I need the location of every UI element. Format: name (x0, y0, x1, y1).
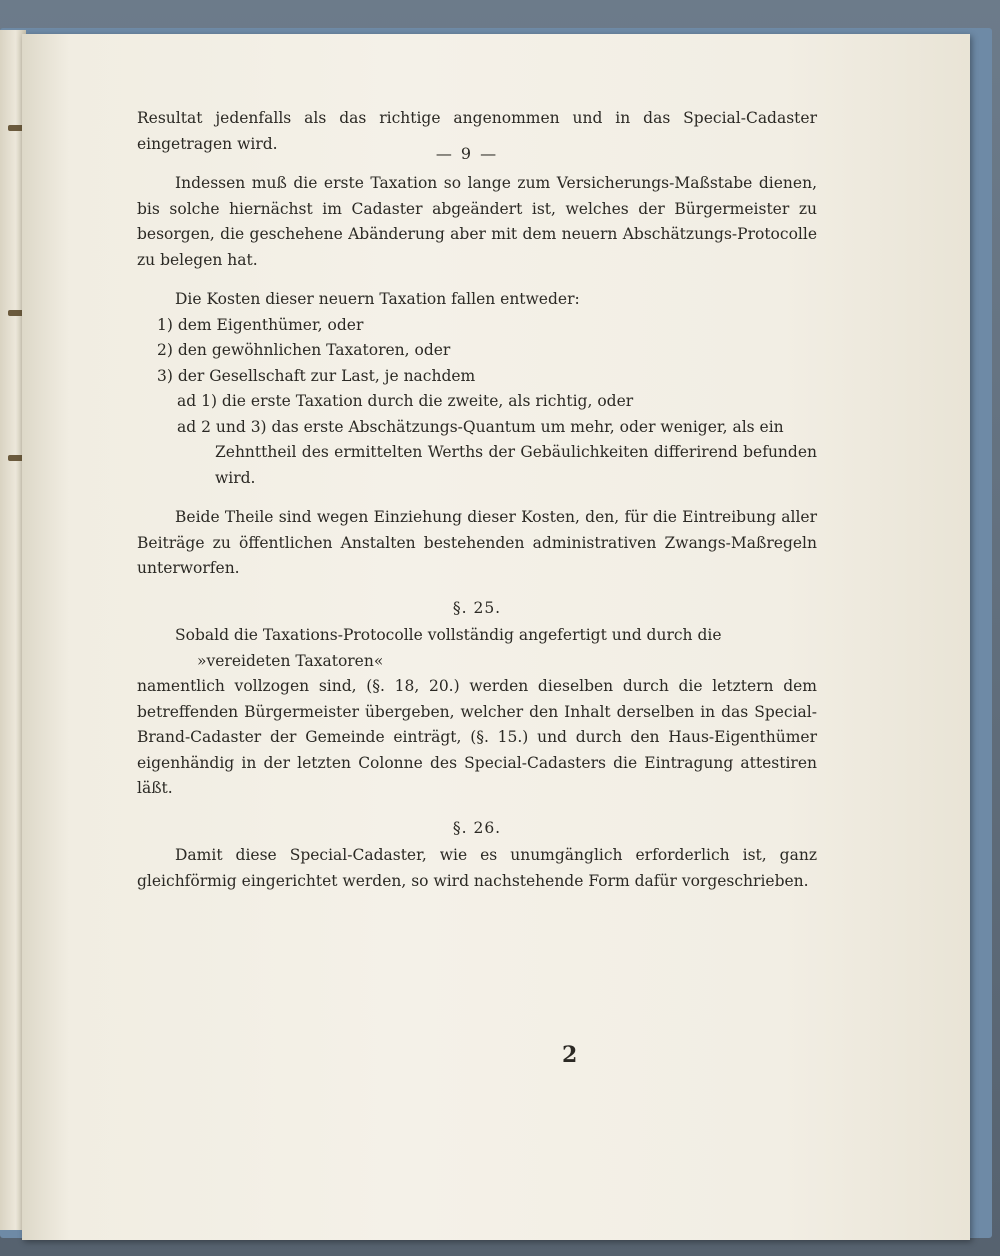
paragraph-sobald: Sobald die Taxations-Protocolle vollständig angefertigt und durch die (175, 626, 722, 644)
paragraph-continuation: Resultat jedenfalls als das richtige angenommen und in das Special-Cadaster eingetragen wird. (137, 109, 817, 153)
ad-item-2-first: ad 2 und 3) das erste Abschätzungs-Quantum um mehr, oder weniger, als ein (177, 417, 784, 436)
page-number: — 9 — (435, 144, 499, 163)
ad-item-1: ad 1) die erste Taxation durch die zweite, als richtig, oder (177, 392, 634, 410)
paragraph-damit: Damit diese Special-Cadaster, wie es unumgänglich erforderlich ist, ganz gleichförmig eingerichtet werden, so wird nachstehende Form dafür vorgeschrieben. (137, 846, 817, 890)
list-item-3: 3) der Gesellschaft zur Last, je nachdem (157, 366, 476, 385)
ad-item-2 (137, 415, 817, 492)
ad-item-2-cont: Zehnttheil des ermittelten Werths der Gebäulichkeiten differirend befunden wird. (215, 443, 817, 487)
signature-mark: 2 (562, 1042, 578, 1068)
paragraph-indessen: Indessen muß die erste Taxation so lange zum Versicherungs-Maßstabe dienen, bis solche hiernächst im Cadaster abgeändert ist, welches der Bürgermeister zu besorgen, die geschehene Abänderung aber mit dem neuern Abschätzungs-Protocolle zu belegen hat. (137, 174, 817, 269)
section-heading-26: §. 26. (452, 818, 502, 837)
paragraph-namentlich: namentlich vollzogen sind, (§. 18, 20.) werden dieselben durch die letztern dem betreffenden Bürgermeister übergeben, welcher den Inhalt derselben in das Special-Brand-Cadaster der Gemeinde einträgt, (§. 15.) und durch den Haus-Eigenthümer eigenhändig in der letzten Colonne des Special-Cadasters die Eintragung attestiren läßt. (137, 677, 817, 797)
document-page (22, 34, 970, 1240)
section-heading-25: §. 25. (452, 598, 502, 617)
list-item-2: 2) den gewöhnlichen Taxatoren, oder (157, 341, 451, 359)
quote-vereideten: »vereideten Taxatoren« (197, 651, 384, 670)
paragraph-kosten: Die Kosten dieser neuern Taxation fallen entweder: (175, 290, 580, 308)
page-body (137, 106, 817, 894)
paragraph-beide: Beide Theile sind wegen Einziehung dieser Kosten, den, für die Eintreibung aller Beiträge zu öffentlichen Anstalten bestehenden administrativen Zwangs-Maßregeln unterworfen. (137, 508, 817, 577)
list-item-1: 1) dem Eigenthümer, oder (157, 315, 364, 334)
